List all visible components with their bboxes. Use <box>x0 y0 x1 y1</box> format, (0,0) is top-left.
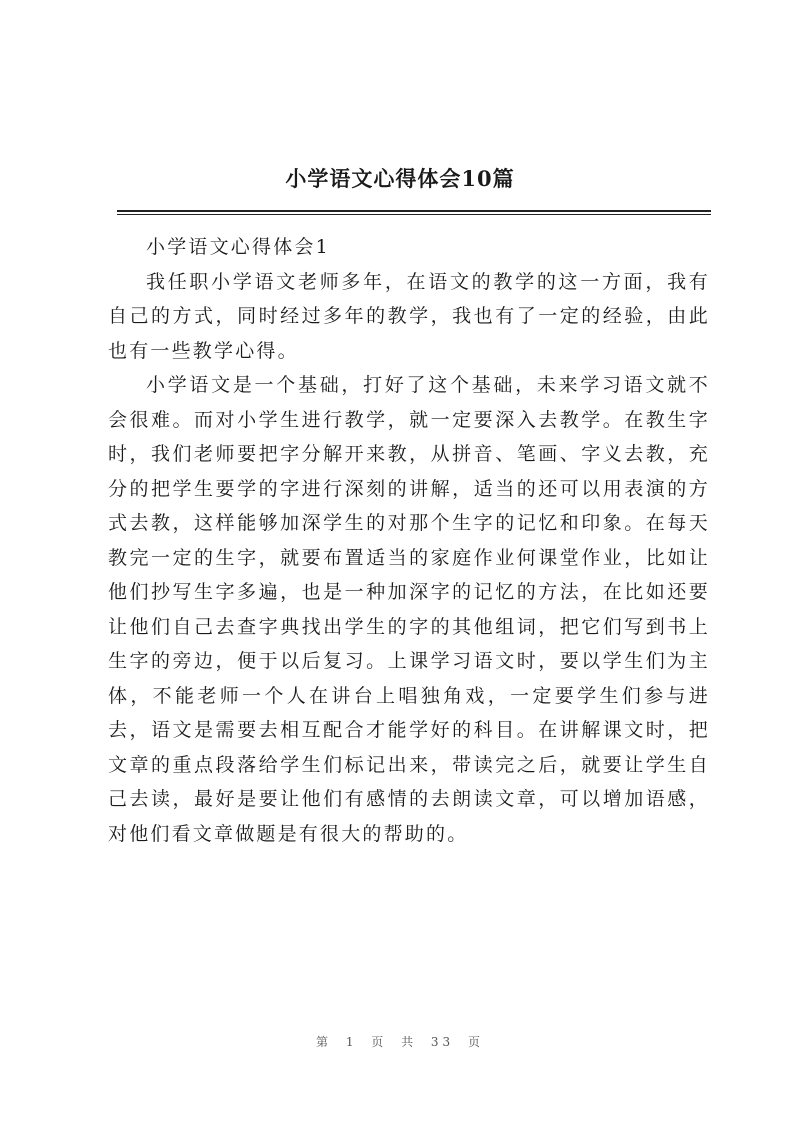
page-title: 小学语文心得体会10篇 <box>285 166 515 191</box>
title-divider-thin <box>117 214 711 215</box>
document-body <box>108 230 710 851</box>
page-footer: 第 1 页 共 33 页 <box>316 1035 484 1049</box>
paragraph-main: 小学语文是一个基础，打好了这个基础，未来学习语文就不会很难。而对小学生进行教学，就一定要深入去教学。在教生字时，我们老师要把字分解开来教，从拼音、笔画、字义去教，充分的把学生要学的字进行深刻的讲解，适当的还可以用表演的方式去教，这样能够加深学生的对那个生字的记忆和印象。在每天教完一定的生字，就要布置适当的家庭作业何课堂作业，比如让他们抄写生字多遍，也是一种加深字的记忆的方法，在比如还要让他们自己去查字典找出学生的字的其他组词，把它们写到书上生字的旁边，便于以后复习。上课学习语文时，要以学生们为主体，不能老师一个人在讲台上唱独角戏，一定要学生们参与进去，语文是需要去相互配合才能学好的科目。在讲解课文时，把文章的重点段落给学生们标记出来，带读完之后，就要让学生自己去读，最好是要让他们有感情的去朗读文章，可以增加语感，对他们看文章做题是有很大的帮助的。 <box>108 374 710 845</box>
title-divider-thick <box>117 210 711 212</box>
paragraph-intro: 我任职小学语文老师多年，在语文的教学的这一方面，我有自己的方式，同时经过多年的教学，我也有了一定的经验，由此也有一些教学心得。 <box>108 270 710 362</box>
section-heading: 小学语文心得体会1 <box>146 236 330 258</box>
